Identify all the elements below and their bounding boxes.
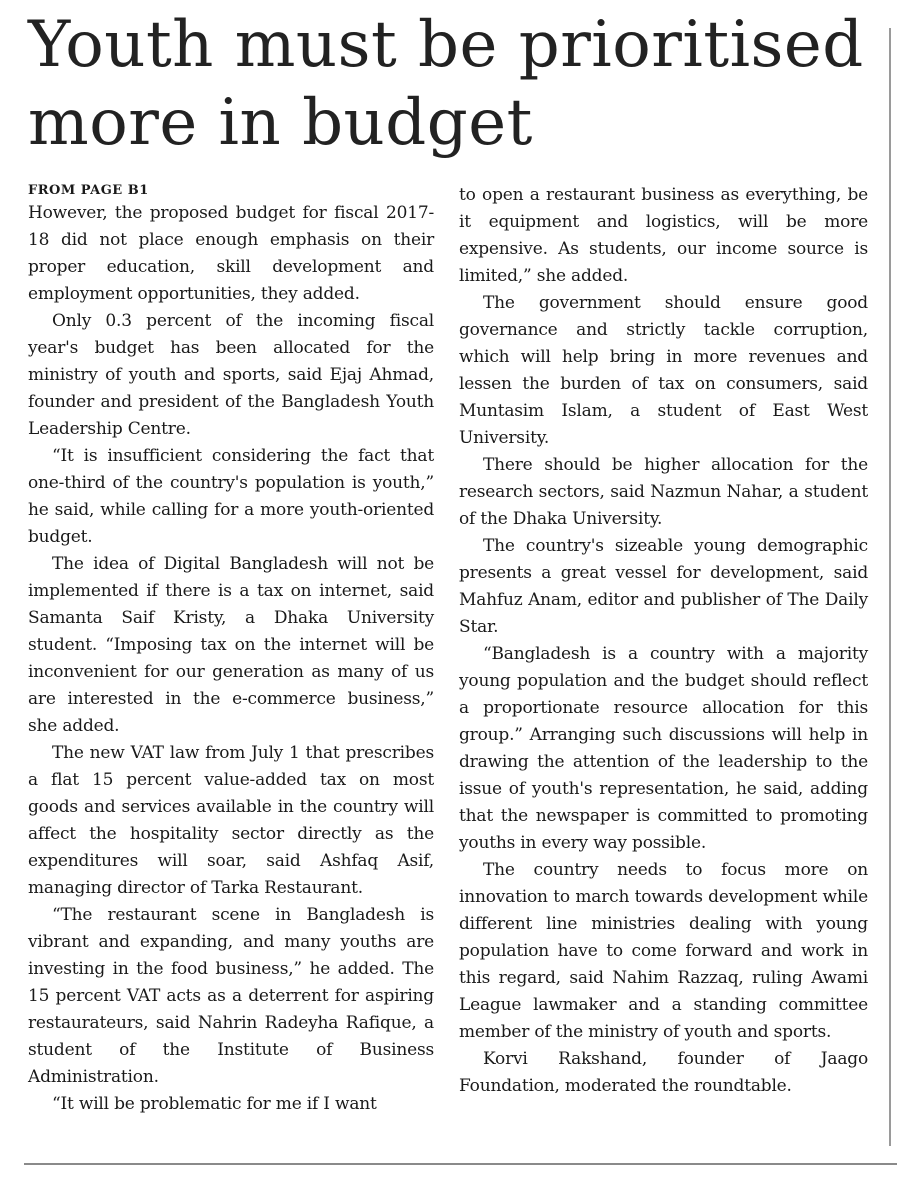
article-column-left [28, 182, 434, 1118]
paragraph: There should be higher allocation for the research sectors, said Nazmun Nahar, a student of the Dhaka University. [459, 455, 868, 529]
continuation-kicker: FROM PAGE B1 [28, 183, 149, 198]
paragraph: “It will be problematic for me if I want [52, 1094, 377, 1114]
paragraph: The government should ensure good governance and strictly tackle corruption, which will help bring in more revenues and lessen the burden of tax on consumers, said Muntasim Islam, a student of East West University. [459, 293, 868, 448]
paragraph: Korvi Rakshand, founder of Jaago Foundation, moderated the roundtable. [459, 1049, 868, 1096]
paragraph: However, the proposed budget for fiscal 2017-18 did not place enough emphasis on their proper education, skill development and employment opportunities, they added. [28, 203, 434, 304]
bottom-rule [24, 1163, 897, 1165]
paragraph: The new VAT law from July 1 that prescribes a flat 15 percent value-added tax on most goods and services available in the country will affect the hospitality sector directly as the expenditures will soar, said Ashfaq Asif, managing director of Tarka Restaurant. [28, 743, 434, 898]
headline: Youth must be prioritised more in budget [28, 8, 864, 160]
paragraph: to open a restaurant business as everything, be it equipment and logistics, will be more expensive. As students, our income source is limited,” she added. [459, 185, 868, 286]
paragraph: “The restaurant scene in Bangladesh is vibrant and expanding, and many youths are investing in the food business,” he added. The 15 percent VAT acts as a deterrent for aspiring restaurateurs, said Nahrin Radeyha Rafique, a student of the Institute of Business Administration. [28, 905, 434, 1087]
paragraph: The country's sizeable young demographic presents a great vessel for development, said Mahfuz Anam, editor and publisher of The Daily Star. [459, 536, 868, 637]
paragraph: The idea of Digital Bangladesh will not be implemented if there is a tax on internet, said Samanta Saif Kristy, a Dhaka University student. “Imposing tax on the internet will be inconvenient for our generation as many of us are interested in the e-commerce business,” she added. [28, 554, 434, 736]
paragraph: “It is insufficient considering the fact that one-third of the country's population is youth,” he said, while calling for a more youth-oriented budget. [28, 446, 434, 547]
paragraph: “Bangladesh is a country with a majority young population and the budget should reflect a proportionate resource allocation for this group.” Arranging such discussions will help in drawing the attention of the leadership to the issue of youth's representation, he said, adding that the newspaper is committed to promoting youths in every way possible. [459, 644, 868, 853]
paragraph: The country needs to focus more on innovation to march towards development while different line ministries dealing with young population have to come forward and work in this regard, said Nahim Razzaq, ruling Awami League lawmaker and a standing committee member of the ministry of youth and sports. [459, 860, 868, 1042]
article-column-right [459, 182, 868, 1100]
column-rule-right [889, 28, 891, 1146]
paragraph: Only 0.3 percent of the incoming fiscal year's budget has been allocated for the ministry of youth and sports, said Ejaj Ahmad, founder and president of the Bangladesh Youth Leadership Centre. [28, 311, 434, 439]
